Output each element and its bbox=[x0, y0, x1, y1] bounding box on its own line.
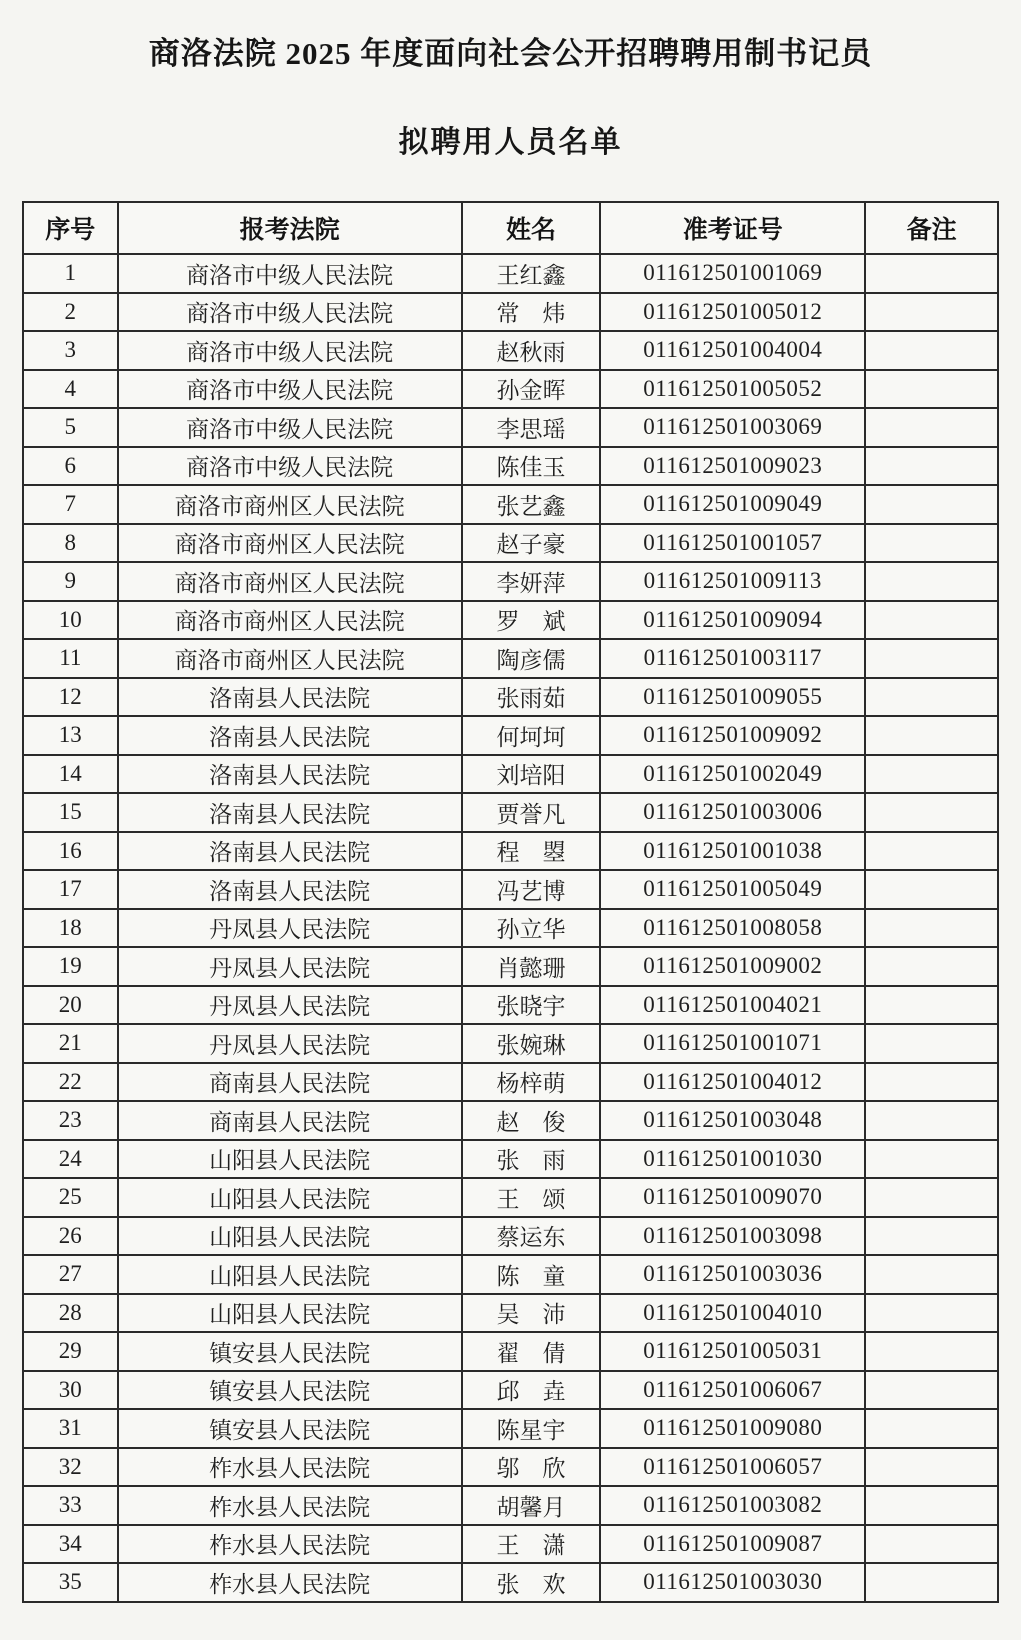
cell-exam-no: 011612501005052 bbox=[600, 370, 865, 409]
table-row bbox=[23, 1332, 998, 1371]
cell-seq: 17 bbox=[23, 870, 118, 909]
cell-exam-no: 011612501004004 bbox=[600, 331, 865, 370]
table-row bbox=[23, 485, 998, 524]
cell-seq: 31 bbox=[23, 1409, 118, 1448]
cell-remark bbox=[865, 1409, 998, 1448]
cell-remark bbox=[865, 485, 998, 524]
cell-court: 山阳县人民法院 bbox=[118, 1140, 462, 1179]
table-row bbox=[23, 1140, 998, 1179]
header-exam-no: 准考证号 bbox=[600, 202, 865, 254]
table-row bbox=[23, 524, 998, 563]
cell-remark bbox=[865, 947, 998, 986]
cell-remark bbox=[865, 1024, 998, 1063]
table-row bbox=[23, 254, 998, 293]
cell-court: 洛南县人民法院 bbox=[118, 793, 462, 832]
cell-court: 商洛市中级人民法院 bbox=[118, 331, 462, 370]
cell-remark bbox=[865, 1140, 998, 1179]
table-row bbox=[23, 1255, 998, 1294]
table-row bbox=[23, 1409, 998, 1448]
cell-seq: 7 bbox=[23, 485, 118, 524]
cell-seq: 5 bbox=[23, 408, 118, 447]
cell-court: 商洛市中级人民法院 bbox=[118, 370, 462, 409]
cell-name: 张艺鑫 bbox=[462, 485, 600, 524]
cell-exam-no: 011612501005049 bbox=[600, 870, 865, 909]
cell-seq: 12 bbox=[23, 678, 118, 717]
cell-court: 丹凤县人民法院 bbox=[118, 947, 462, 986]
cell-remark bbox=[865, 370, 998, 409]
cell-name: 罗 斌 bbox=[462, 601, 600, 640]
table-row bbox=[23, 832, 998, 871]
header-remark: 备注 bbox=[865, 202, 998, 254]
cell-court: 镇安县人民法院 bbox=[118, 1409, 462, 1448]
cell-seq: 27 bbox=[23, 1255, 118, 1294]
table-row bbox=[23, 793, 998, 832]
cell-court: 柞水县人民法院 bbox=[118, 1563, 462, 1602]
cell-name: 肖懿珊 bbox=[462, 947, 600, 986]
cell-court: 柞水县人民法院 bbox=[118, 1486, 462, 1525]
table-row bbox=[23, 1525, 998, 1564]
cell-court: 商洛市商州区人民法院 bbox=[118, 524, 462, 563]
table-row bbox=[23, 1486, 998, 1525]
cell-exam-no: 011612501004012 bbox=[600, 1063, 865, 1102]
table-row bbox=[23, 293, 998, 332]
cell-exam-no: 011612501009049 bbox=[600, 485, 865, 524]
cell-seq: 3 bbox=[23, 331, 118, 370]
cell-remark bbox=[865, 1448, 998, 1487]
cell-court: 洛南县人民法院 bbox=[118, 870, 462, 909]
cell-remark bbox=[865, 524, 998, 563]
table-row bbox=[23, 370, 998, 409]
cell-name: 胡馨月 bbox=[462, 1486, 600, 1525]
cell-court: 丹凤县人民法院 bbox=[118, 986, 462, 1025]
cell-remark bbox=[865, 639, 998, 678]
cell-exam-no: 011612501009070 bbox=[600, 1178, 865, 1217]
cell-name: 张雨茹 bbox=[462, 678, 600, 717]
cell-name: 吴 沛 bbox=[462, 1294, 600, 1333]
cell-exam-no: 011612501009092 bbox=[600, 716, 865, 755]
cell-remark bbox=[865, 601, 998, 640]
cell-court: 洛南县人民法院 bbox=[118, 716, 462, 755]
cell-remark bbox=[865, 678, 998, 717]
cell-seq: 16 bbox=[23, 832, 118, 871]
header-court: 报考法院 bbox=[118, 202, 462, 254]
table-header-row bbox=[23, 202, 998, 254]
cell-seq: 25 bbox=[23, 1178, 118, 1217]
cell-seq: 9 bbox=[23, 562, 118, 601]
cell-seq: 26 bbox=[23, 1217, 118, 1256]
table-row bbox=[23, 1178, 998, 1217]
cell-seq: 23 bbox=[23, 1101, 118, 1140]
cell-seq: 15 bbox=[23, 793, 118, 832]
cell-remark bbox=[865, 909, 998, 948]
cell-remark bbox=[865, 986, 998, 1025]
cell-name: 陈星宇 bbox=[462, 1409, 600, 1448]
cell-court: 丹凤县人民法院 bbox=[118, 1024, 462, 1063]
table-row bbox=[23, 601, 998, 640]
cell-remark bbox=[865, 1178, 998, 1217]
cell-seq: 21 bbox=[23, 1024, 118, 1063]
cell-exam-no: 011612501005012 bbox=[600, 293, 865, 332]
cell-remark bbox=[865, 1371, 998, 1410]
cell-seq: 28 bbox=[23, 1294, 118, 1333]
cell-exam-no: 011612501009002 bbox=[600, 947, 865, 986]
cell-seq: 2 bbox=[23, 293, 118, 332]
cell-court: 山阳县人民法院 bbox=[118, 1217, 462, 1256]
cell-remark bbox=[865, 1063, 998, 1102]
cell-exam-no: 011612501008058 bbox=[600, 909, 865, 948]
cell-court: 镇安县人民法院 bbox=[118, 1332, 462, 1371]
cell-remark bbox=[865, 408, 998, 447]
cell-remark bbox=[865, 1525, 998, 1564]
table-row bbox=[23, 1371, 998, 1410]
cell-seq: 14 bbox=[23, 755, 118, 794]
cell-court: 山阳县人民法院 bbox=[118, 1178, 462, 1217]
cell-remark bbox=[865, 1332, 998, 1371]
cell-exam-no: 011612501003048 bbox=[600, 1101, 865, 1140]
cell-name: 贾誉凡 bbox=[462, 793, 600, 832]
table-row bbox=[23, 1448, 998, 1487]
cell-seq: 20 bbox=[23, 986, 118, 1025]
table-row bbox=[23, 986, 998, 1025]
cell-remark bbox=[865, 870, 998, 909]
cell-court: 柞水县人民法院 bbox=[118, 1448, 462, 1487]
table-row bbox=[23, 755, 998, 794]
cell-remark bbox=[865, 793, 998, 832]
cell-name: 刘培阳 bbox=[462, 755, 600, 794]
table-row bbox=[23, 1101, 998, 1140]
cell-name: 程 曌 bbox=[462, 832, 600, 871]
header-seq: 序号 bbox=[23, 202, 118, 254]
cell-seq: 6 bbox=[23, 447, 118, 486]
cell-seq: 33 bbox=[23, 1486, 118, 1525]
cell-remark bbox=[865, 1217, 998, 1256]
cell-remark bbox=[865, 716, 998, 755]
cell-exam-no: 011612501001069 bbox=[600, 254, 865, 293]
cell-name: 王 潇 bbox=[462, 1525, 600, 1564]
cell-name: 常 炜 bbox=[462, 293, 600, 332]
cell-exam-no: 011612501009023 bbox=[600, 447, 865, 486]
cell-seq: 34 bbox=[23, 1525, 118, 1564]
cell-seq: 8 bbox=[23, 524, 118, 563]
cell-exam-no: 011612501001071 bbox=[600, 1024, 865, 1063]
cell-court: 商洛市中级人民法院 bbox=[118, 254, 462, 293]
table-row bbox=[23, 870, 998, 909]
cell-court: 商洛市商州区人民法院 bbox=[118, 562, 462, 601]
table-row bbox=[23, 1217, 998, 1256]
cell-exam-no: 011612501003082 bbox=[600, 1486, 865, 1525]
cell-name: 李思瑶 bbox=[462, 408, 600, 447]
cell-court: 商洛市中级人民法院 bbox=[118, 447, 462, 486]
cell-name: 陶彦儒 bbox=[462, 639, 600, 678]
cell-name: 张婉琳 bbox=[462, 1024, 600, 1063]
cell-exam-no: 011612501009055 bbox=[600, 678, 865, 717]
cell-exam-no: 011612501006067 bbox=[600, 1371, 865, 1410]
cell-seq: 30 bbox=[23, 1371, 118, 1410]
cell-remark bbox=[865, 562, 998, 601]
cell-remark bbox=[865, 832, 998, 871]
table-row bbox=[23, 447, 998, 486]
table-row bbox=[23, 947, 998, 986]
cell-court: 商洛市商州区人民法院 bbox=[118, 601, 462, 640]
table-row bbox=[23, 1063, 998, 1102]
cell-court: 柞水县人民法院 bbox=[118, 1525, 462, 1564]
table-row bbox=[23, 639, 998, 678]
cell-name: 杨梓萌 bbox=[462, 1063, 600, 1102]
table-row bbox=[23, 678, 998, 717]
cell-remark bbox=[865, 755, 998, 794]
cell-exam-no: 011612501009087 bbox=[600, 1525, 865, 1564]
cell-seq: 19 bbox=[23, 947, 118, 986]
cell-court: 洛南县人民法院 bbox=[118, 678, 462, 717]
cell-seq: 22 bbox=[23, 1063, 118, 1102]
cell-exam-no: 011612501005031 bbox=[600, 1332, 865, 1371]
table-row bbox=[23, 1024, 998, 1063]
cell-exam-no: 011612501001057 bbox=[600, 524, 865, 563]
document-subtitle: 拟聘用人员名单 bbox=[398, 126, 623, 159]
cell-name: 蔡运东 bbox=[462, 1217, 600, 1256]
cell-seq: 13 bbox=[23, 716, 118, 755]
cell-name: 冯艺博 bbox=[462, 870, 600, 909]
cell-name: 赵秋雨 bbox=[462, 331, 600, 370]
cell-exam-no: 011612501004021 bbox=[600, 986, 865, 1025]
table-row bbox=[23, 331, 998, 370]
cell-exam-no: 011612501003030 bbox=[600, 1563, 865, 1602]
cell-court: 商南县人民法院 bbox=[118, 1101, 462, 1140]
cell-court: 商洛市中级人民法院 bbox=[118, 408, 462, 447]
document-title: 商洛法院 2025 年度面向社会公开招聘聘用制书记员 bbox=[148, 36, 873, 71]
cell-exam-no: 011612501002049 bbox=[600, 755, 865, 794]
cell-name: 赵 俊 bbox=[462, 1101, 600, 1140]
cell-court: 丹凤县人民法院 bbox=[118, 909, 462, 948]
cell-name: 张 雨 bbox=[462, 1140, 600, 1179]
cell-seq: 24 bbox=[23, 1140, 118, 1179]
cell-name: 陈 童 bbox=[462, 1255, 600, 1294]
cell-remark bbox=[865, 331, 998, 370]
table-row bbox=[23, 1563, 998, 1602]
header-name: 姓名 bbox=[462, 202, 600, 254]
cell-name: 李妍萍 bbox=[462, 562, 600, 601]
table-row bbox=[23, 1294, 998, 1333]
cell-remark bbox=[865, 1486, 998, 1525]
cell-court: 山阳县人民法院 bbox=[118, 1294, 462, 1333]
cell-remark bbox=[865, 293, 998, 332]
cell-exam-no: 011612501009080 bbox=[600, 1409, 865, 1448]
cell-seq: 35 bbox=[23, 1563, 118, 1602]
cell-remark bbox=[865, 254, 998, 293]
cell-remark bbox=[865, 1101, 998, 1140]
cell-exam-no: 011612501006057 bbox=[600, 1448, 865, 1487]
cell-name: 孙立华 bbox=[462, 909, 600, 948]
cell-name: 张晓宇 bbox=[462, 986, 600, 1025]
cell-name: 孙金晖 bbox=[462, 370, 600, 409]
cell-name: 翟 倩 bbox=[462, 1332, 600, 1371]
table-row bbox=[23, 716, 998, 755]
cell-name: 何坷坷 bbox=[462, 716, 600, 755]
cell-remark bbox=[865, 447, 998, 486]
table-row bbox=[23, 909, 998, 948]
cell-court: 商洛市商州区人民法院 bbox=[118, 485, 462, 524]
cell-exam-no: 011612501001030 bbox=[600, 1140, 865, 1179]
cell-seq: 29 bbox=[23, 1332, 118, 1371]
cell-exam-no: 011612501003117 bbox=[600, 639, 865, 678]
cell-exam-no: 011612501004010 bbox=[600, 1294, 865, 1333]
cell-exam-no: 011612501009094 bbox=[600, 601, 865, 640]
cell-name: 张 欢 bbox=[462, 1563, 600, 1602]
cell-seq: 32 bbox=[23, 1448, 118, 1487]
cell-name: 王 颂 bbox=[462, 1178, 600, 1217]
cell-name: 王红鑫 bbox=[462, 254, 600, 293]
cell-seq: 11 bbox=[23, 639, 118, 678]
cell-name: 邬 欣 bbox=[462, 1448, 600, 1487]
cell-remark bbox=[865, 1255, 998, 1294]
roster-table bbox=[22, 201, 999, 1603]
cell-seq: 4 bbox=[23, 370, 118, 409]
cell-exam-no: 011612501003069 bbox=[600, 408, 865, 447]
cell-court: 商洛市中级人民法院 bbox=[118, 293, 462, 332]
cell-court: 商洛市商州区人民法院 bbox=[118, 639, 462, 678]
cell-seq: 10 bbox=[23, 601, 118, 640]
cell-court: 镇安县人民法院 bbox=[118, 1371, 462, 1410]
cell-seq: 1 bbox=[23, 254, 118, 293]
cell-name: 邱 垚 bbox=[462, 1371, 600, 1410]
cell-exam-no: 011612501003036 bbox=[600, 1255, 865, 1294]
cell-seq: 18 bbox=[23, 909, 118, 948]
cell-exam-no: 011612501003098 bbox=[600, 1217, 865, 1256]
cell-name: 陈佳玉 bbox=[462, 447, 600, 486]
cell-remark bbox=[865, 1563, 998, 1602]
cell-court: 洛南县人民法院 bbox=[118, 755, 462, 794]
cell-court: 商南县人民法院 bbox=[118, 1063, 462, 1102]
cell-remark bbox=[865, 1294, 998, 1333]
table-row bbox=[23, 562, 998, 601]
cell-court: 洛南县人民法院 bbox=[118, 832, 462, 871]
cell-exam-no: 011612501001038 bbox=[600, 832, 865, 871]
cell-name: 赵子豪 bbox=[462, 524, 600, 563]
cell-court: 山阳县人民法院 bbox=[118, 1255, 462, 1294]
cell-exam-no: 011612501003006 bbox=[600, 793, 865, 832]
table-row bbox=[23, 408, 998, 447]
cell-exam-no: 011612501009113 bbox=[600, 562, 865, 601]
